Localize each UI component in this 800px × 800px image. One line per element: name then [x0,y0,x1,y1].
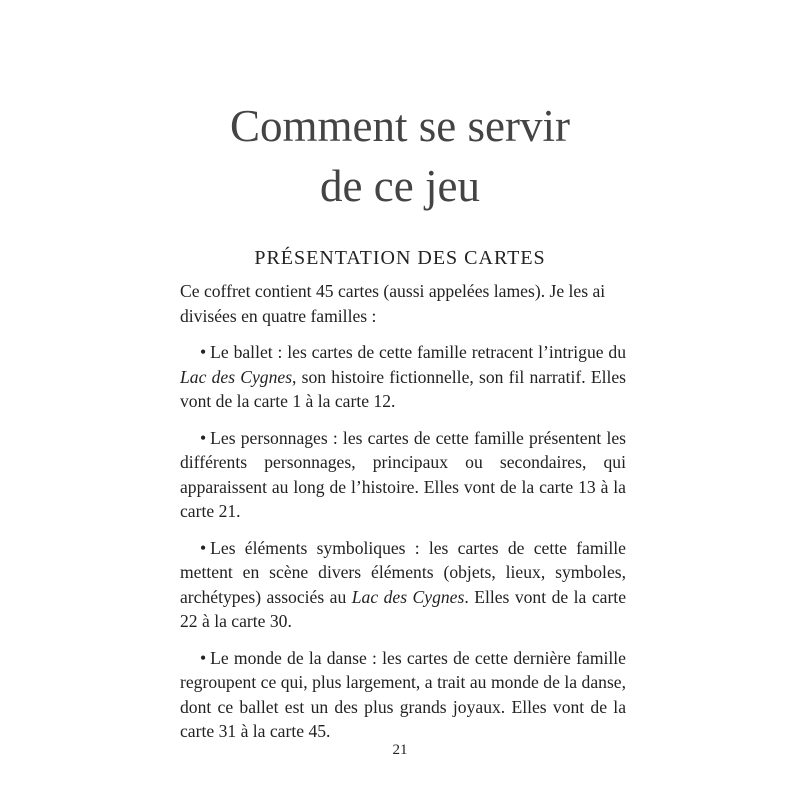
list-item [180,426,626,524]
bullet-icon: • [200,342,207,362]
list-item-title: Lac des Cygnes [180,366,293,387]
section-heading: PRÉSENTATION DES CARTES [254,247,546,269]
bullet-icon: • [200,427,207,448]
list-item-title: Lac des Cygnes [351,586,465,607]
bullet-icon: • [200,537,207,558]
chapter-title [0,96,800,216]
list-item-text: . Elles vont de la carte 22 à la carte 30. [180,586,626,631]
page-number: 21 [392,742,408,758]
list-item [180,536,626,634]
chapter-title-line-2: de ce jeu [320,161,480,211]
list-item-text: Les éléments symboliques : les cartes de cette famille mettent en scène divers éléments (objets, lieux, symboles, archétypes) associés au [180,537,626,607]
list-item-text: Le ballet : les cartes de cette famille retracent l’intrigue du [210,342,626,362]
list-item-text: Les personnages : les cartes de cette famille présentent les différents personnages, principaux ou secondaires, qui apparaissent au long de l’histoire. Elles vont de la carte 13 à la carte 21. [180,427,626,521]
list-item-text: , son histoire fictionnelle, son fil narratif. Elles vont de la carte 1 à la carte 12. [180,366,626,411]
bullet-icon: • [200,647,207,668]
list-item [180,646,626,744]
chapter-title-line-1: Comment se servir [230,101,570,151]
list-item [180,340,626,414]
body-text [180,279,626,756]
intro-paragraph: Ce coffret contient 45 cartes (aussi appelées lames). Je les ai divisées en quatre familles : [180,281,606,326]
list-item-text: Le monde de la danse : les cartes de cette dernière famille regroupent ce qui, plus largement, a trait au monde de la danse, dont ce ballet est un des plus grands joyaux. Elles vont de la carte 31 à la carte 45. [180,647,626,741]
